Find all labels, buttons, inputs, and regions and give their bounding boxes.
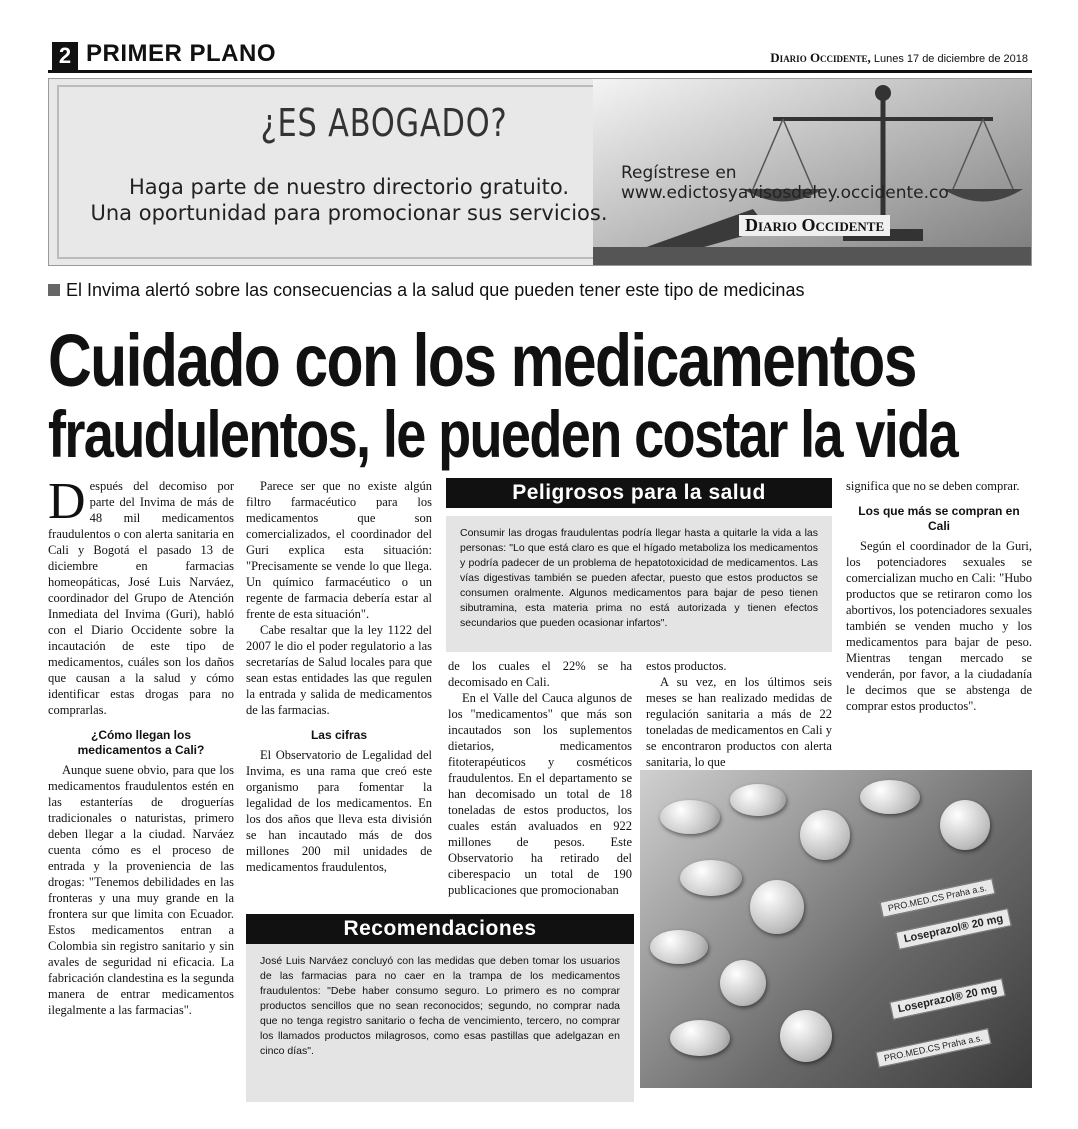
column-5 bbox=[846, 478, 1032, 714]
box-title: Recomendaciones bbox=[246, 914, 634, 944]
column-4 bbox=[646, 658, 832, 770]
paragraph: Después del decomiso por parte del Invima de más de 48 mil medicamentos fraudulentos o con alerta sanitaria en Cali y Bogotá el pasado 13 de diciembre en farmacias homeopáticas, José Luis Narváez, coordinador del Grupo de Atención Inmediata del Invima (Guri), habló con el Diario Occidente sobre la incautación de este tipo de medicamentos, cuáles son los daños que causan a la salud y cómo identificar estas drogas para no comprarlas. bbox=[48, 473, 234, 717]
pills-photo bbox=[640, 770, 1032, 1088]
paragraph: El Observatorio de Legalidad del Invima, es una rama que creó este organismo para fomentar la legalidad de los medicamentos. En los dos años que lleva esta división se han incautado más de dos millones 200 mil unidades de medicamentos fraudulentos, bbox=[246, 748, 432, 874]
paper-name: Diario Occidente, bbox=[770, 50, 871, 65]
paragraph: En el Valle del Cauca algunos de los "medicamentos" que más son incautados son los suplementos dietarios, medicamentos fitoterapéuticos y cosméticos fraudulentos. En el departamento se han decomisado un total de 18 toneladas de estos productos, los cuales están avaluados en 922 millones de pesos. Este Observatorio ha retirado del ciberespacio un total de 190 publicaciones que promocionaban bbox=[448, 691, 632, 897]
dateline bbox=[770, 50, 1028, 66]
ad-line-1: Haga parte de nuestro directorio gratuito. bbox=[128, 175, 569, 199]
pill-image bbox=[680, 860, 742, 896]
sidebar-box-health bbox=[446, 478, 832, 652]
kicker-text: El Invima alertó sobre las consecuencias a la salud que pueden tener este tipo de medicinas bbox=[66, 280, 805, 300]
advertisement bbox=[48, 78, 1032, 266]
headline-line-2: fraudulentos, le pueden costar la vida bbox=[48, 397, 958, 471]
column-3 bbox=[448, 658, 632, 898]
blister-label: Loseprazol® 20 mg bbox=[895, 908, 1011, 950]
blister-maker: PRO.MED.CS Praha a.s. bbox=[880, 878, 995, 917]
kicker bbox=[48, 280, 804, 301]
pill-image bbox=[780, 1010, 832, 1062]
pill-image bbox=[720, 960, 766, 1006]
paragraph: estos productos. bbox=[646, 659, 727, 673]
column-2 bbox=[246, 478, 432, 875]
subheading: ¿Cómo llegan los medicamentos a Cali? bbox=[77, 728, 205, 757]
section-title: PRIMER PLANO bbox=[86, 40, 277, 67]
paragraph: Cabe resaltar que la ley 1122 del 2007 le dio el poder regulatorio a las secretarías de Salud locales para que sean estas entidades las que regulen la entrada y salida de medicamentos de las farmacias. bbox=[246, 623, 432, 717]
headline-line-1: Cuidado con los medicamentos bbox=[48, 319, 916, 402]
pill-image bbox=[660, 800, 720, 834]
box-body: Consumir las drogas fraudulentas podría llegar hasta a quitarle la vida a las personas: "Lo que está claro es que el hígado metaboliza los medicamentos y podría padecer de un problema de hepatotoxicidad de medicamentos. Las vías digestivas también se pueden afectar, puesto que estos productos se consumen oralmente. Algunos medicamentos para bajar de peso tienen sibutramina, esta materia prima no está autorizada y tienen efectos secundarios que pueden ocasionar infartos". bbox=[446, 516, 832, 652]
sidebar-box-recommendations bbox=[246, 914, 634, 1102]
box-title: Peligrosos para la salud bbox=[446, 478, 832, 508]
drop-cap: D bbox=[48, 473, 86, 530]
paragraph: significa que no se deben comprar. bbox=[846, 479, 1020, 493]
pill-image bbox=[800, 810, 850, 860]
blister-label: Loseprazol® 20 mg bbox=[889, 978, 1005, 1020]
ad-line-2: Una oportunidad para promocionar sus servicios. bbox=[90, 201, 608, 225]
subheading: Las cifras bbox=[310, 728, 368, 742]
pill-image bbox=[730, 784, 786, 816]
paragraph: Aunque suene obvio, para que los medicamentos fraudulentos estén en las estanterías de droguerías tradicionales o naturistas, primero deben llegar a la ciudad. Narváez cuenta cómo es el proceso de entrada y la proveniencia de las drogas: "Tenemos debilidades en las fronteras y una muy grande en la frontera sur que limita con Ecuador. Estos medicamentos entran a Colombia sin registro sanitario y sin avales de seguridad ni eficacia. La fabricación clandestina es la segunda manera de entrar medicamentos ilegalmente a las farmacias". bbox=[48, 763, 234, 1017]
pill-image bbox=[670, 1020, 730, 1056]
issue-date: Lunes 17 de diciembre de 2018 bbox=[873, 53, 1028, 65]
paragraph: A su vez, en los últimos seis meses se han realizado medidas de regulación sanitaria a más de 22 toneladas de medicamentos en Cali y se encontraron productos con alerta sanitaria, lo que bbox=[646, 675, 832, 769]
ad-register-url: Regístrese en www.edictosyavisosdeley.occidente.co bbox=[621, 163, 949, 203]
pill-image bbox=[650, 930, 708, 964]
column-1 bbox=[48, 473, 234, 1018]
pill-image bbox=[860, 780, 920, 814]
paragraph: Parece ser que no existe algún filtro farmacéutico para los medicamentos que son comercializados, el coordinador del Guri explica esta situación: "Precisamente se vende lo que llega. Un químico farmacéutico o un regente de farmacia debería estar al frente de esta situación". bbox=[246, 479, 432, 621]
blister-maker: PRO.MED.CS Praha a.s. bbox=[876, 1028, 991, 1067]
header-rule bbox=[48, 70, 1032, 73]
paragraph: Según el coordinador de la Guri, los potenciadores sexuales se comercializan mucho en Cali: "Hubo productos que se retiraron como los abortivos, los potenciadores sexuales también se venden mucho y los medicamentos para bajar de peso. Mientras tengan mercado se venderán, por favor, a la ciudadanía le decimos que se abstenga de comprar estos productos". bbox=[846, 539, 1032, 713]
box-body: José Luis Narváez concluyó con las medidas que deben tomar los usuarios de las farmacias para no caer en la trampa de los medicamentos fraudulentos: "Debe haber consumo seguro. Lo primero es no comprar productos sencillos que no sean reconocidos; segundo, no comprar nada que no tenga registro sanitario o fecha de vencimiento, tercero, no comprar los llamados productos milagrosos, como esas pastillas que adelgazan en cinco días". bbox=[246, 944, 634, 1102]
page-number: 2 bbox=[52, 42, 78, 70]
subheading: Los que más se compran en Cali bbox=[858, 504, 1020, 533]
ad-logo: Diario Occidente bbox=[739, 215, 890, 236]
pill-image bbox=[940, 800, 990, 850]
paragraph: de los cuales el 22% se ha decomisado en Cali. bbox=[448, 659, 632, 689]
square-bullet-icon bbox=[48, 284, 60, 296]
ad-title: ¿ES ABOGADO? bbox=[260, 101, 508, 145]
pill-image bbox=[750, 880, 804, 934]
